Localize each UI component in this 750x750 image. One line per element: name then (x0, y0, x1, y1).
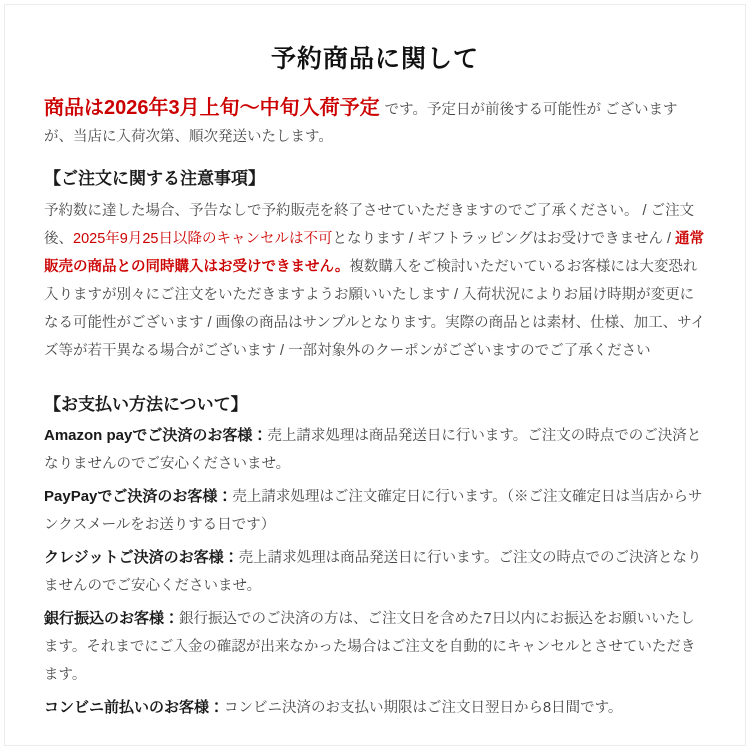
lead-rest-text: です。予定日が前後する可能性が ございますが、当店に入荷次第、順次発送いたします。 (44, 102, 678, 145)
payment-method-amazon-pay (44, 422, 706, 478)
payment-method-text: 売上請求処理はご注文確定日に行います。（※ご注文確定日は当店からサンクスメールをお送りする日です） (44, 489, 703, 533)
payment-method-text: 銀行振込でのご決済の方は、ご注文日を含めた7日以内にお振込をお願いいたします。それまでにご入金の確認が出来なかった場合はご注文を自動的にキャンセルとさせていただきます。 (44, 611, 696, 683)
payment-method-label: PayPayでご決済のお客様： (44, 488, 233, 505)
payment-method-konbini (44, 694, 706, 722)
payment-method-label: クレジットご決済のお客様： (44, 549, 239, 566)
payment-method-label: コンビニ前払いのお客様： (44, 699, 225, 716)
order-notes-heading: 【ご注文に関する注意事項】 (44, 169, 265, 188)
arrival-date-highlight: 商品は2026年3月上旬〜中旬入荷予定 (44, 97, 380, 119)
order-notes-paragraph (44, 197, 706, 365)
payment-method-label: 銀行振込のお客様： (44, 610, 180, 627)
notice-segment-3: 複数購入をご検討いただいているお客様には大変恐れ入りますが別々にご注文をいただきますようお願いいたします / 入荷状況によりお届け時期が変更になる可能性がございます / 画像の商品はサンプルとなります。実際の商品とは素材、仕様、加工、サイズ等が若干異なる場合がございます / 一部対象外のクーポンがございますのでご了承ください (44, 259, 706, 359)
payment-method-text: コンビニ決済のお支払い期限はご注文日翌日から8日間です。 (224, 700, 623, 716)
payment-method-paypay (44, 483, 706, 539)
notice-segment-2: となります / ギフトラッピングはお受けできません / (332, 231, 676, 247)
notice-segment-cancel-deadline: 2025年9月25日以降のキャンセルは不可 (73, 231, 333, 247)
notice-segment-no-combined-purchase: 通常販売の商品との同時購入はお受けできません。 (44, 231, 705, 275)
page-title: 予約商品に関して (270, 45, 479, 73)
payment-methods-heading: 【お支払い方法について】 (44, 395, 248, 414)
payment-method-text: 売上請求処理は商品発送日に行います。ご注文の時点でのご決済となりませんのでご安心くださいませ。 (44, 550, 702, 594)
payment-method-credit (44, 544, 706, 600)
payment-method-text: 売上請求処理は商品発送日に行います。ご注文の時点でのご決済となりませんのでご安心くださいませ。 (44, 428, 702, 472)
lead-paragraph (44, 95, 706, 151)
payment-method-label: Amazon payでご決済のお客様： (44, 427, 268, 444)
notice-segment-1: 予約数に達した場合、予告なしで予約販売を終了させていただきますのでご了承ください。 / ご注文後、 (44, 203, 695, 247)
payment-method-bank-transfer (44, 605, 706, 689)
